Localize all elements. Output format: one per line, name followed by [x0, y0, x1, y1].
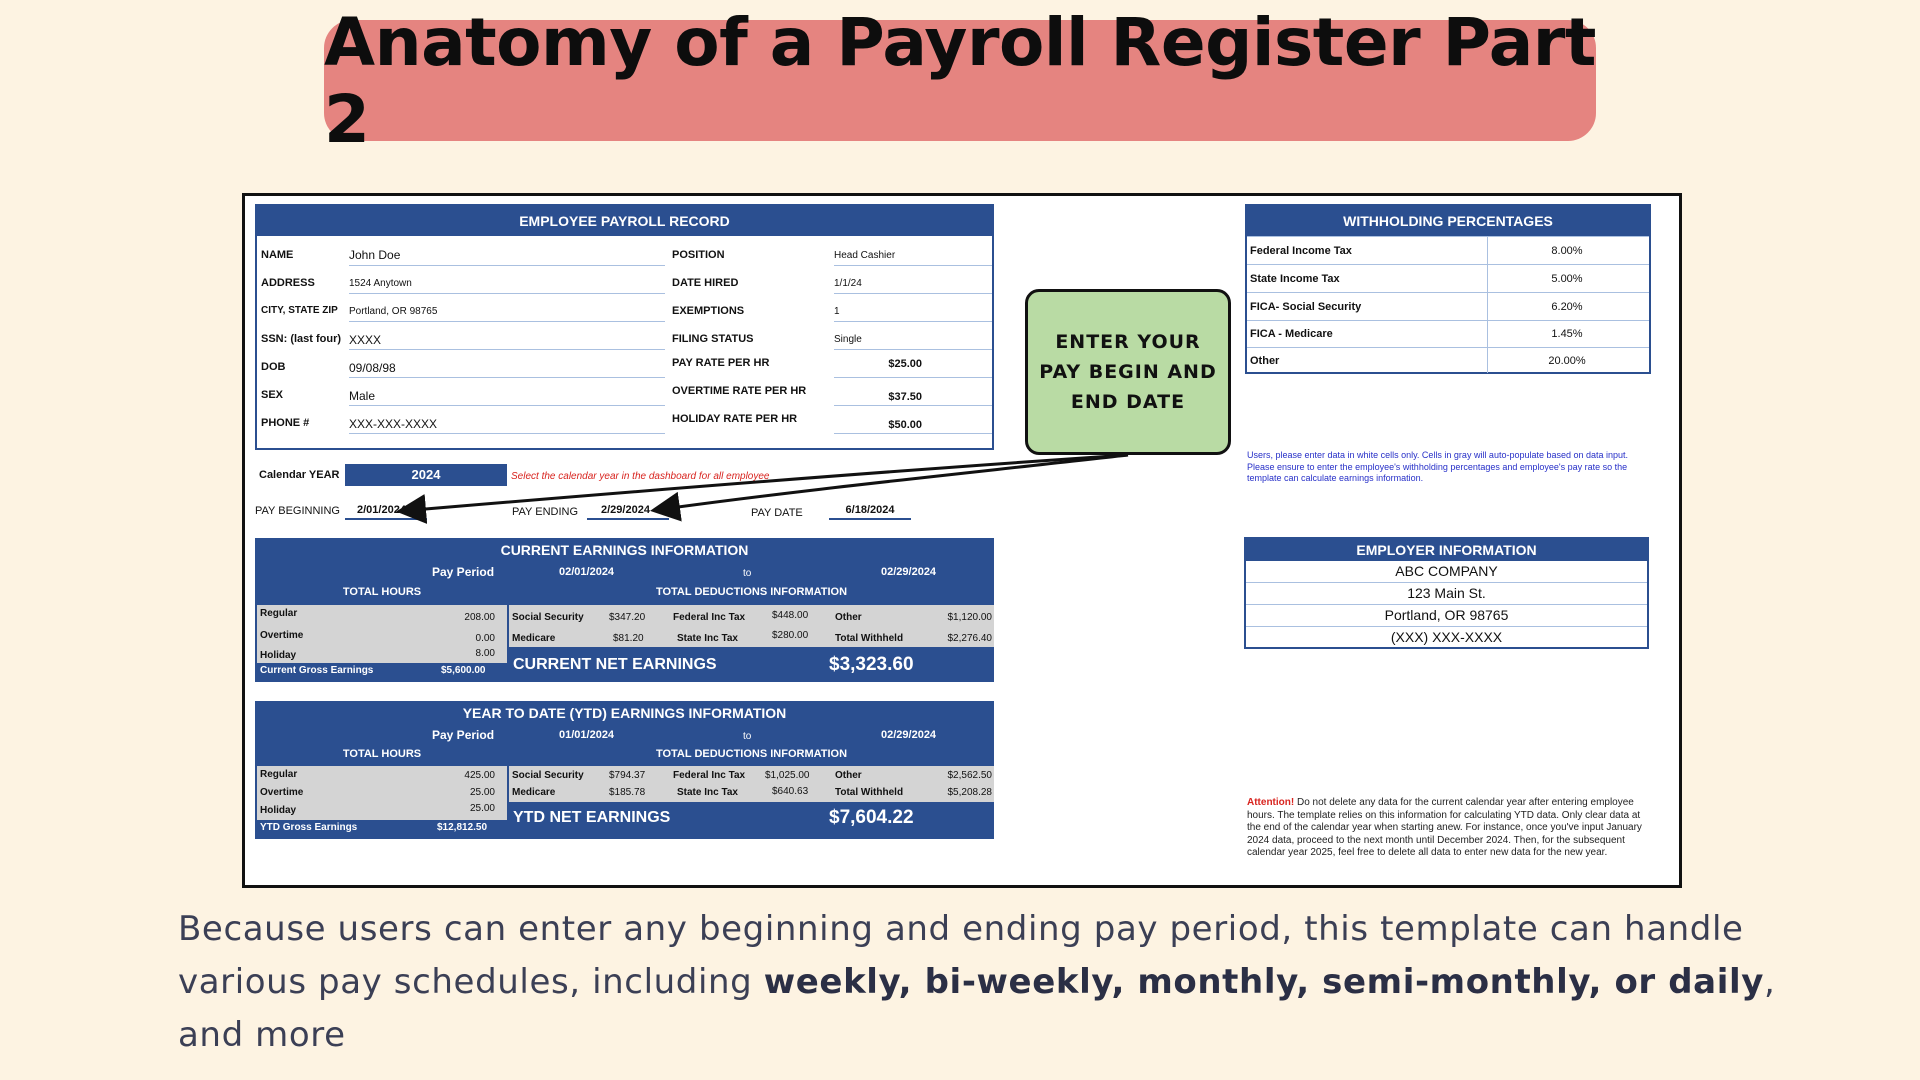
overtime-rate-value[interactable]: $37.50	[888, 391, 922, 403]
deduction-value: $2,276.40	[947, 633, 992, 644]
hours-label: Regular	[260, 769, 298, 780]
withholding-value[interactable]: 5.00%	[1551, 273, 1583, 285]
withholding-value[interactable]: 8.00%	[1551, 245, 1583, 257]
hours-label: Holiday	[260, 805, 297, 816]
current-net-value: $3,323.60	[829, 654, 914, 675]
deduction-value: $185.78	[609, 787, 646, 798]
deduction-label: Social Security	[512, 770, 584, 781]
deduction-label: Total Withheld	[835, 787, 904, 798]
deduction-value: $81.20	[613, 633, 644, 644]
arrow-to-pay-ending	[656, 455, 1128, 510]
deduction-value: $1,120.00	[947, 612, 992, 623]
page-title: Anatomy of a Payroll Register Part 2	[324, 3, 1596, 158]
pay-rate-value[interactable]: $25.00	[888, 358, 922, 370]
hours-value: 8.00	[475, 648, 495, 659]
deduction-label: Total Withheld	[835, 633, 904, 644]
holiday-rate-label: HOLIDAY RATE PER HR	[672, 413, 798, 425]
caption-post: , and more	[178, 962, 1776, 1055]
filing-status-label: FILING STATUS	[672, 333, 754, 345]
deduction-label: State Inc Tax	[677, 633, 738, 644]
current-period-to: 02/29/2024	[881, 566, 937, 578]
deduction-value: $347.20	[609, 612, 646, 623]
withholding-label: Other	[1250, 355, 1280, 367]
address-value[interactable]: 1524 Anytown	[349, 278, 412, 289]
name-label: NAME	[261, 249, 294, 261]
ytd-period-from: 01/01/2024	[559, 729, 615, 741]
ytd-net-value: $7,604.22	[829, 807, 914, 828]
arrow-to-pay-beginning	[402, 455, 1128, 511]
caption-bold: weekly, bi-weekly, monthly, semi-monthly, or daily	[763, 962, 1764, 1002]
pay-date-input[interactable]: 6/18/2024	[829, 504, 911, 520]
current-gross-label: Current Gross Earnings	[260, 665, 374, 676]
employer-header: EMPLOYER INFORMATION	[1246, 539, 1647, 561]
ytd-net-label: YTD NET EARNINGS	[513, 809, 671, 826]
current-period-to-label: to	[743, 568, 752, 579]
hours-label: Holiday	[260, 650, 297, 661]
sex-value[interactable]: Male	[349, 389, 376, 403]
ytd-period-to: 02/29/2024	[881, 729, 937, 741]
phone-label: PHONE #	[261, 417, 310, 429]
hours-label: Overtime	[260, 630, 304, 641]
calendar-year-note: Select the calendar year in the dashboard for all employee	[511, 471, 770, 482]
pay-ending-label: PAY ENDING	[512, 506, 579, 518]
employer-address[interactable]: 123 Main St.	[1246, 583, 1647, 605]
callout-box: ENTER YOUR PAY BEGIN AND END DATE	[1025, 289, 1231, 455]
withholding-label: FICA- Social Security	[1250, 301, 1362, 313]
caption	[178, 903, 1778, 1062]
ssn-value[interactable]: XXXX	[349, 333, 382, 347]
current-deductions-header: TOTAL DEDUCTIONS INFORMATION	[655, 586, 848, 598]
phone-value[interactable]: XXX-XXX-XXXX	[349, 417, 438, 431]
withholding-value[interactable]: 20.00%	[1548, 355, 1586, 367]
name-value[interactable]: John Doe	[349, 248, 401, 262]
withholding-label: FICA - Medicare	[1250, 328, 1333, 340]
withholding-label: Federal Income Tax	[1250, 245, 1352, 257]
deduction-label: Social Security	[512, 612, 584, 623]
deduction-value: $280.00	[772, 630, 809, 641]
deduction-value: $448.00	[772, 610, 809, 621]
deduction-value: $1,025.00	[765, 770, 810, 781]
ytd-deductions-header: TOTAL DEDUCTIONS INFORMATION	[655, 748, 848, 760]
current-hours-header: TOTAL HOURS	[342, 586, 422, 598]
deduction-value: $5,208.28	[947, 787, 992, 798]
position-label: POSITION	[672, 249, 725, 261]
hours-label: Regular	[260, 608, 298, 619]
ssn-label: SSN: (last four)	[261, 333, 342, 345]
deduction-label: Other	[835, 770, 862, 781]
position-value[interactable]: Head Cashier	[834, 250, 896, 261]
overtime-rate-label: OVERTIME RATE PER HR	[672, 385, 807, 397]
deduction-value: $640.63	[772, 786, 809, 797]
dob-label: DOB	[261, 361, 286, 373]
pay-rate-label: PAY RATE PER HR	[672, 357, 770, 369]
deduction-label: Other	[835, 612, 862, 623]
withholding-label: State Income Tax	[1250, 273, 1340, 285]
calendar-year-select[interactable]: 2024	[345, 464, 507, 486]
employer-name[interactable]: ABC COMPANY	[1246, 561, 1647, 583]
address-label: ADDRESS	[261, 277, 315, 289]
caption-pre: Because users can enter any beginning and ending pay period, this template can handle various pay schedules, including	[178, 909, 1744, 1002]
ytd-gross-value: $12,812.50	[437, 822, 488, 833]
deduction-label: State Inc Tax	[677, 787, 738, 798]
holiday-rate-value[interactable]: $50.00	[888, 419, 922, 431]
sex-label: SEX	[261, 389, 284, 401]
ytd-hours-header: TOTAL HOURS	[342, 748, 422, 760]
attention-label: Attention!	[1247, 797, 1295, 808]
deduction-label: Federal Inc Tax	[673, 770, 746, 781]
hours-value: 425.00	[464, 770, 495, 781]
hours-value: 0.00	[475, 633, 495, 644]
employer-city[interactable]: Portland, OR 98765	[1246, 605, 1647, 627]
current-pay-period-label: Pay Period	[432, 565, 495, 579]
city-value[interactable]: Portland, OR 98765	[349, 306, 438, 317]
pay-beginning-input[interactable]: 2/01/2024	[345, 504, 427, 520]
hours-value: 208.00	[464, 612, 495, 623]
pay-beginning-label: PAY BEGINNING	[255, 505, 340, 517]
attention-text: Do not delete any data for the current calendar year after entering employee hours. The template relies on this information for calculating YTD data. Only clear data at the end of the calendar year when starting anew. For instance, once you've input January 2024 data, proceed to the next month until December 2024. Then, for the subsequent calendar year 2025, feel free to delete all data to enter new data for the new year.	[1247, 797, 1642, 858]
withholding-header: WITHHOLDING PERCENTAGES	[1247, 206, 1649, 236]
employer-phone[interactable]: (XXX) XXX-XXXX	[1390, 629, 1503, 645]
current-net-label: CURRENT NET EARNINGS	[513, 656, 717, 673]
hours-value: 25.00	[469, 803, 495, 814]
filing-status-value[interactable]: Single	[834, 334, 862, 345]
instructions-note: Users, please enter data in white cells only. Cells in gray will auto-populate based on data input. Please ensure to enter the employee's withholding percentages and employee's pay rate so the template can calculate earnings information.	[1247, 450, 1629, 483]
current-period-from: 02/01/2024	[559, 566, 615, 578]
hours-value: 25.00	[469, 787, 495, 798]
dob-value[interactable]: 09/08/98	[349, 361, 396, 375]
hours-label: Overtime	[260, 787, 304, 798]
employee-record-header: EMPLOYEE PAYROLL RECORD	[257, 206, 992, 236]
exemptions-label: EXEMPTIONS	[672, 305, 745, 317]
withholding-value[interactable]: 6.20%	[1551, 301, 1583, 313]
ytd-earnings-header: YEAR TO DATE (YTD) EARNINGS INFORMATION	[462, 705, 787, 721]
pay-ending-input[interactable]: 2/29/2024	[587, 504, 669, 520]
current-gross-value: $5,600.00	[441, 665, 486, 676]
calendar-year-label: Calendar YEAR	[259, 469, 340, 481]
ytd-gross-label: YTD Gross Earnings	[260, 822, 358, 833]
date-hired-label: DATE HIRED	[672, 277, 739, 289]
deduction-label: Medicare	[512, 633, 556, 644]
deduction-label: Medicare	[512, 787, 556, 798]
ytd-period-to-label: to	[743, 731, 752, 742]
deduction-label: Federal Inc Tax	[673, 612, 746, 623]
date-hired-value[interactable]: 1/1/24	[834, 278, 862, 289]
deduction-value: $2,562.50	[947, 770, 992, 781]
pay-date-label: PAY DATE	[751, 507, 803, 519]
deduction-value: $794.37	[609, 770, 646, 781]
current-earnings-header: CURRENT EARNINGS INFORMATION	[500, 542, 749, 558]
city-label: CITY, STATE ZIP	[261, 305, 338, 316]
ytd-pay-period-label: Pay Period	[432, 728, 495, 742]
exemptions-value[interactable]: 1	[834, 306, 840, 317]
withholding-value[interactable]: 1.45%	[1551, 328, 1583, 340]
